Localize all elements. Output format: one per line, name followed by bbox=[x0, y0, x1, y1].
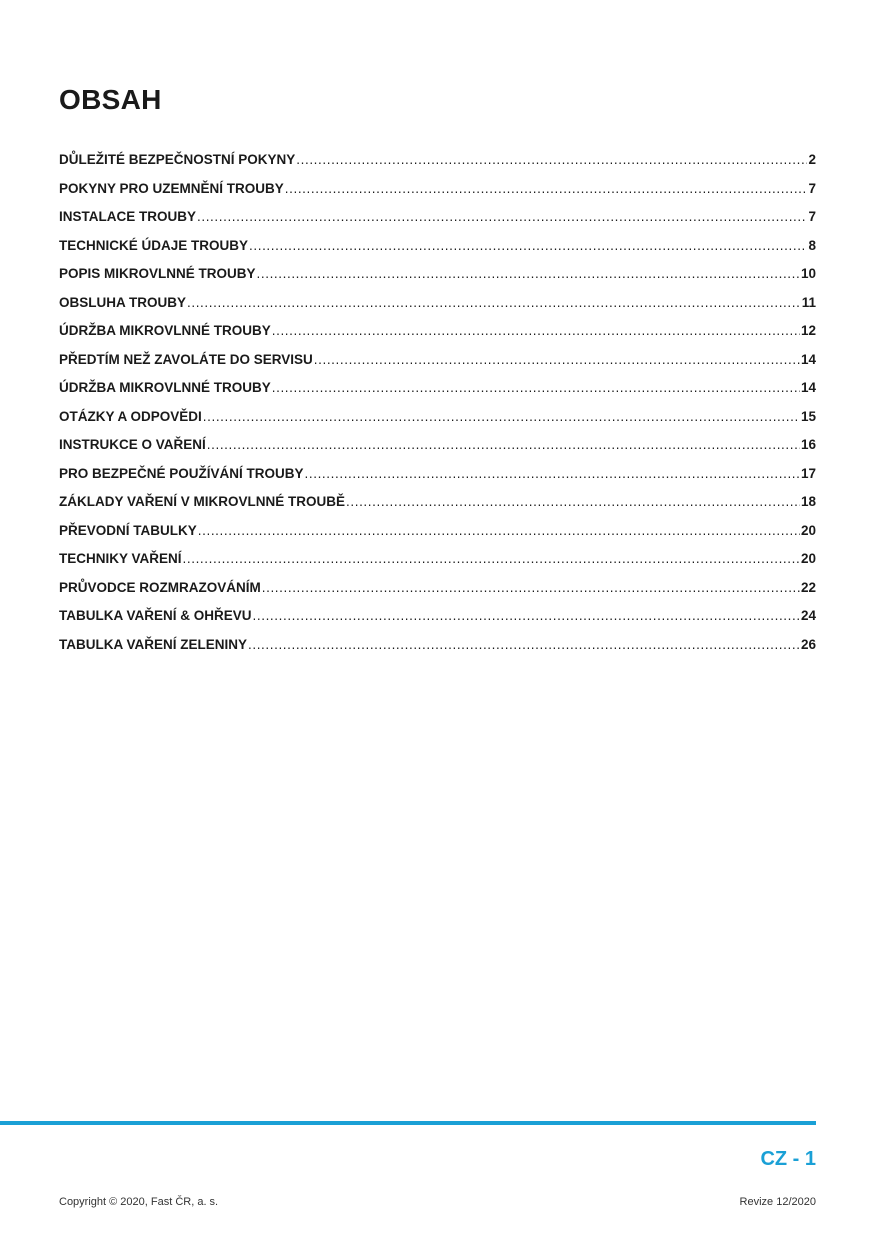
toc-entry-title: TECHNIKY VAŘENÍ bbox=[59, 551, 182, 566]
toc-entry-title: INSTRUKCE O VAŘENÍ bbox=[59, 437, 206, 452]
toc-entry-title: OTÁZKY A ODPOVĚDI bbox=[59, 408, 202, 424]
toc-entry[interactable] bbox=[59, 203, 816, 232]
toc-entry[interactable] bbox=[59, 403, 816, 432]
dot-leader bbox=[346, 488, 800, 517]
toc-entry[interactable] bbox=[59, 602, 816, 631]
dot-leader bbox=[249, 232, 807, 261]
toc-entry[interactable] bbox=[59, 545, 816, 574]
toc-entry-page: 8 bbox=[808, 237, 816, 253]
dot-leader bbox=[197, 203, 807, 232]
dot-leader bbox=[285, 175, 808, 204]
dot-leader bbox=[296, 146, 807, 175]
dot-leader bbox=[257, 260, 800, 289]
toc-entry-title: TABULKA VAŘENÍ & OHŘEVU bbox=[59, 608, 252, 623]
dot-leader bbox=[187, 289, 801, 318]
toc-entry[interactable] bbox=[59, 146, 816, 175]
toc-entry-page: 22 bbox=[800, 579, 816, 595]
toc-entry-title: TECHNICKÉ ÚDAJE TROUBY bbox=[59, 237, 249, 253]
toc-entry[interactable] bbox=[59, 631, 816, 660]
toc-entry-title: POKYNY PRO UZEMNĚNÍ TROUBY bbox=[59, 180, 284, 196]
toc-entry-page: 12 bbox=[800, 323, 816, 338]
toc-entry-title: POPIS MIKROVLNNÉ TROUBY bbox=[59, 266, 256, 281]
dot-leader bbox=[207, 431, 800, 460]
toc-entry-page: 26 bbox=[800, 636, 816, 652]
dot-leader bbox=[272, 374, 800, 403]
toc-entry-page: 10 bbox=[800, 266, 816, 281]
toc-entry-page: 7 bbox=[808, 180, 816, 196]
page-title: OBSAH bbox=[59, 84, 162, 115]
toc-entry[interactable] bbox=[59, 488, 816, 517]
toc-entry-page: 14 bbox=[800, 380, 816, 395]
toc-entry-title: ÚDRŽBA MIKROVLNNÉ TROUBY bbox=[59, 380, 271, 395]
toc-entry[interactable] bbox=[59, 289, 816, 318]
dot-leader bbox=[248, 631, 800, 660]
toc-entry-title: PŘEVODNÍ TABULKY bbox=[59, 522, 197, 538]
toc-entry-title: TABULKA VAŘENÍ ZELENINY bbox=[59, 636, 247, 652]
toc-entry-title: PRŮVODCE ROZMRAZOVÁNÍM bbox=[59, 579, 261, 595]
dot-leader bbox=[253, 602, 800, 631]
toc-entry-page: 15 bbox=[800, 408, 816, 424]
toc-entry-title: PŘEDTÍM NEŽ ZAVOLÁTE DO SERVISU bbox=[59, 351, 313, 367]
toc-entry[interactable] bbox=[59, 346, 816, 375]
toc-entry-page: 11 bbox=[801, 294, 816, 310]
page-number: CZ - 1 bbox=[760, 1148, 816, 1170]
toc-entry-page: 16 bbox=[800, 437, 816, 452]
toc-entry-page: 14 bbox=[800, 351, 816, 367]
toc-entry-page: 17 bbox=[800, 465, 816, 481]
dot-leader bbox=[305, 460, 800, 489]
toc-entry[interactable] bbox=[59, 374, 816, 403]
toc-entry[interactable] bbox=[59, 232, 816, 261]
toc-entry-title: PRO BEZPEČNÉ POUŽÍVÁNÍ TROUBY bbox=[59, 465, 304, 481]
revision-label: Revize 12/2020 bbox=[739, 1196, 816, 1208]
dot-leader bbox=[183, 545, 800, 574]
toc-entry[interactable] bbox=[59, 574, 816, 603]
toc-entry-page: 2 bbox=[808, 152, 816, 167]
toc-entry[interactable] bbox=[59, 175, 816, 204]
toc-entry-page: 18 bbox=[800, 494, 816, 509]
toc-entry[interactable] bbox=[59, 431, 816, 460]
toc-entry-page: 20 bbox=[800, 522, 816, 538]
dot-leader bbox=[272, 317, 800, 346]
toc-entry-page: 24 bbox=[800, 608, 816, 623]
dot-leader bbox=[198, 517, 800, 546]
toc-entry[interactable] bbox=[59, 517, 816, 546]
toc-entry-title: ZÁKLADY VAŘENÍ V MIKROVLNNÉ TROUBĚ bbox=[59, 494, 346, 509]
dot-leader bbox=[203, 403, 800, 432]
toc-entry-title: DŮLEŽITÉ BEZPEČNOSTNÍ POKYNY bbox=[59, 152, 296, 167]
dot-leader bbox=[262, 574, 800, 603]
toc-entry-page: 20 bbox=[800, 551, 816, 566]
toc-entry[interactable] bbox=[59, 260, 816, 289]
toc-entry-title: OBSLUHA TROUBY bbox=[59, 294, 186, 310]
toc-entry-title: ÚDRŽBA MIKROVLNNÉ TROUBY bbox=[59, 323, 271, 338]
toc-entry-title: INSTALACE TROUBY bbox=[59, 209, 196, 224]
table-of-contents bbox=[59, 146, 816, 659]
dot-leader bbox=[314, 346, 800, 375]
toc-entry-page: 7 bbox=[808, 209, 816, 224]
copyright-notice: Copyright © 2020, Fast ČR, a. s. bbox=[59, 1196, 219, 1208]
footer-divider bbox=[0, 1121, 816, 1125]
toc-entry[interactable] bbox=[59, 460, 816, 489]
toc-entry[interactable] bbox=[59, 317, 816, 346]
